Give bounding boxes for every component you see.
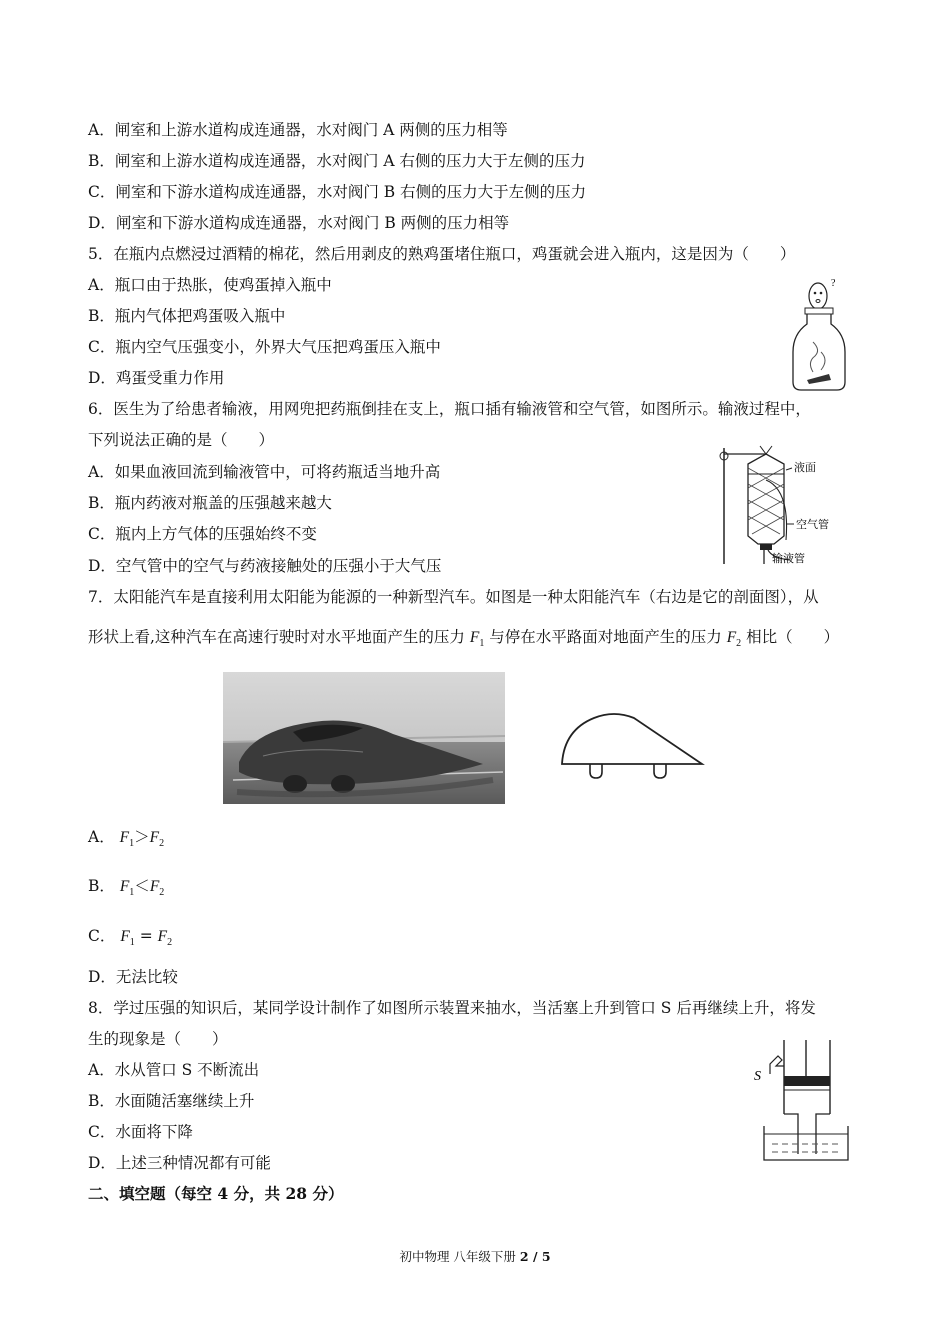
q5-option-c: C．瓶内空气压强变小，外界大气压把鸡蛋压入瓶中 [88,338,441,356]
car-wheel-front [283,775,307,793]
q7-stem-line2: 形状上看,这种汽车在高速行驶时对水平地面产生的压力 $F_1$ 与停在水平路面对地面产生的压力 $F_2$ 相比（ ） [88,628,840,649]
q6-stem-line2: 下列说法正确的是（ ） [88,431,275,449]
force-f2: $F_2$ [726,629,742,649]
q7-option-a: A． $F_1>F_2$ [88,828,165,849]
q4-option-c: C．闸室和下游水道构成连通器，水对阀门 B 右侧的压力大于左侧的压力 [88,183,587,201]
egg-shape [809,283,827,309]
page-number: 2 / 5 [519,1249,551,1264]
iv-drip-figure [706,440,856,568]
q8-option-b: B．水面随活塞继续上升 [88,1092,255,1110]
q7-option-c: C． $F_1 = F_2$ [88,927,173,948]
q7-option-d: D．无法比较 [88,968,178,986]
solar-car-photo [223,672,505,804]
q5-option-a: A．瓶口由于热胀，使鸡蛋掉入瓶中 [88,276,332,294]
label-infusion-tube: 输液管 [772,552,805,565]
wheel-left [590,764,602,778]
q4-option-a: A．闸室和上游水道构成连通器，水对阀门 A 两侧的压力相等 [88,121,508,139]
q8-stem-line2: 生的现象是（ ） [88,1030,228,1048]
footer-subject: 初中物理 八年级下册 [399,1249,520,1264]
cotton-flame [807,374,831,384]
q8-option-a: A．水从管口 S 不断流出 [88,1061,260,1079]
q8-option-d: D．上述三种情况都有可能 [88,1154,271,1172]
page-footer [0,1247,950,1265]
q6-option-c: C．瓶内上方气体的压强始终不变 [88,525,317,543]
bottle-egg-figure [785,272,855,394]
question-mark: ? [831,278,836,289]
section-heading-fill-in: 二、填空题（每空 4 分，共 28 分） [88,1184,344,1203]
solar-car-cross-section [554,700,714,782]
medicine-bottle [748,454,784,544]
q6-option-d: D．空气管中的空气与药液接触处的压强小于大气压 [88,557,442,575]
piston [784,1076,830,1086]
q6-option-b: B．瓶内药液对瓶盖的压强越来越大 [88,494,332,512]
force-f1: $F_1$ [469,629,485,649]
q6-option-a: A．如果血液回流到输液管中，可将药瓶适当地升高 [88,463,441,481]
q5-option-d: D．鸡蛋受重力作用 [88,369,225,387]
q6-stem-line1: 6．医生为了给患者输液，用网兜把药瓶倒挂在支上，瓶口插有输液管和空气管，如图所示。输液过程中， [88,400,811,418]
q4-option-b: B．闸室和上游水道构成连通器，水对阀门 A 右侧的压力大于左侧的压力 [88,152,586,170]
water-pump-figure [752,1036,852,1164]
q4-option-d: D．闸室和下游水道构成连通器，水对阀门 B 两侧的压力相等 [88,214,510,232]
q7-stem-line1: 7．太阳能汽车是直接利用太阳能为能源的一种新型汽车。如图是一种太阳能汽车（右边是它的剖面图），从 [88,588,819,606]
q7-option-b: B． $F_1<F_2$ [88,877,165,898]
q8-stem-line1: 8．学过压强的知识后，某同学设计制作了如图所示装置来抽水，当活塞上升到管口 S 后再继续上升，将发 [88,999,816,1017]
water-container [764,1126,848,1160]
q5-stem: 5．在瓶内点燃浸过酒精的棉花，然后用剥皮的熟鸡蛋堵住瓶口，鸡蛋就会进入瓶内，这是因为（ ） [88,245,796,263]
cross-section-outline [562,714,702,764]
q8-option-c: C．水面将下降 [88,1123,193,1141]
label-s: S [754,1069,761,1084]
label-air-tube: 空气管 [796,518,829,531]
car-wheel-rear [331,775,355,793]
label-liquid-surface: 液面 [794,461,816,474]
q5-option-b: B．瓶内气体把鸡蛋吸入瓶中 [88,307,286,325]
wheel-right [654,764,666,778]
